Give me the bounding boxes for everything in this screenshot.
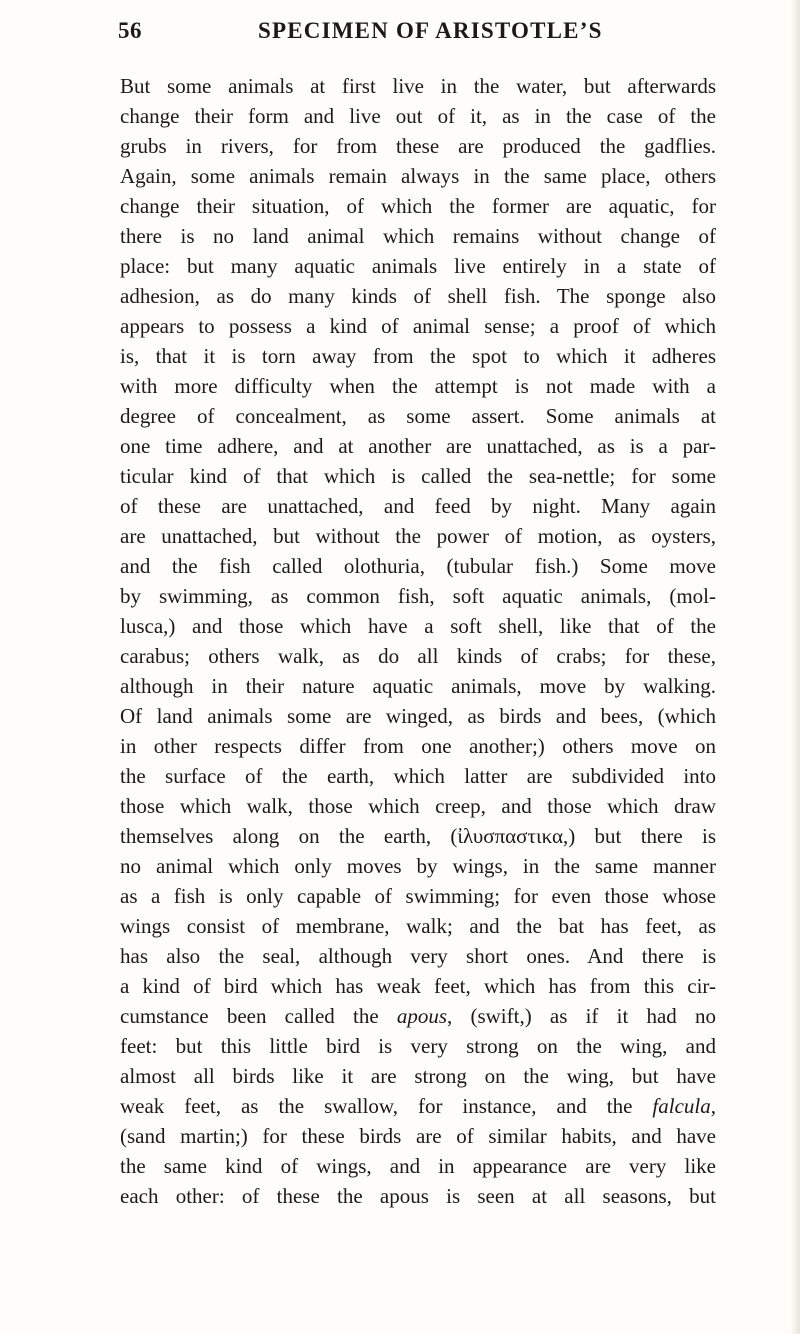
page-edge-shadow [790, 0, 800, 1334]
text-line: has also the seal, although very short ones. And there is [120, 944, 716, 968]
text-line: carabus; others walk, as do all kinds of crabs; for these, [120, 644, 716, 668]
text-line: feet: but this little bird is very strong on the wing, and [120, 1034, 716, 1058]
text-line: in other respects differ from one another;) others move on [120, 734, 716, 758]
text-line: each other: of these the apous is seen at all seasons, but [120, 1184, 716, 1208]
text-line: of these are unattached, and feed by night. Many again [120, 494, 716, 518]
text-line: those which walk, those which creep, and those which draw [120, 794, 716, 818]
text-line: change their form and live out of it, as in the case of the [120, 104, 716, 128]
text-line: with more difficulty when the attempt is not made with a [120, 374, 716, 398]
text-line: degree of concealment, as some assert. Some animals at [120, 404, 716, 428]
text-line: there is no land animal which remains without change of [120, 224, 716, 248]
text-line: no animal which only moves by wings, in the same manner [120, 854, 716, 878]
text-line: lusca,) and those which have a soft shell, like that of the [120, 614, 716, 638]
text-line: as a fish is only capable of swimming; for even those whose [120, 884, 716, 908]
running-title: SPECIMEN OF ARISTOTLE’S [258, 18, 603, 43]
text-line: Again, some animals remain always in the same place, others [120, 164, 716, 188]
text-line: the surface of the earth, which latter are subdivided into [120, 764, 716, 788]
text-line: Of land animals some are winged, as birds and bees, (which [120, 704, 716, 728]
text-line: (sand martin;) for these birds are of similar habits, and have [120, 1124, 716, 1148]
text-line: a kind of bird which has weak feet, which has from this cir- [120, 974, 716, 998]
text-line: change their situation, of which the former are aquatic, for [120, 194, 716, 218]
text-line: ticular kind of that which is called the sea-nettle; for some [120, 464, 716, 488]
page-number: 56 [118, 18, 142, 43]
text-line: the same kind of wings, and in appearance are very like [120, 1154, 716, 1178]
running-head [118, 18, 708, 52]
text-line: is, that it is torn away from the spot to which it adheres [120, 344, 716, 368]
italic-term: apous [396, 1004, 448, 1028]
text-line: are unattached, but without the power of motion, as oysters, [120, 524, 716, 548]
body-text [120, 71, 716, 1211]
text-line: by swimming, as common fish, soft aquatic animals, (mol- [120, 584, 716, 608]
italic-term: falcula [652, 1094, 711, 1118]
text-line: almost all birds like it are strong on the wing, but have [120, 1064, 716, 1088]
text-line: wings consist of membrane, walk; and the bat has feet, as [120, 914, 716, 938]
text-line: and the fish called olothuria, (tubular fish.) Some move [120, 554, 716, 578]
text-line: But some animals at first live in the water, but afterwards [120, 74, 716, 98]
text-line: cumstance been called the apous, (swift,) as if it had no [120, 1004, 716, 1028]
text-line: weak feet, as the swallow, for instance, and the falcula, [120, 1094, 716, 1118]
text-line: themselves along on the earth, (ἰλυσπαστικα,) but there is [120, 824, 716, 848]
text-line: place: but many aquatic animals live entirely in a state of [120, 254, 716, 278]
text-line: appears to possess a kind of animal sense; a proof of which [120, 314, 716, 338]
text-line: adhesion, as do many kinds of shell fish. The sponge also [120, 284, 716, 308]
text-line: although in their nature aquatic animals, move by walking. [120, 674, 716, 698]
text-line: grubs in rivers, for from these are produced the gadflies. [120, 134, 716, 158]
text-line: one time adhere, and at another are unattached, as is a par- [120, 434, 716, 458]
